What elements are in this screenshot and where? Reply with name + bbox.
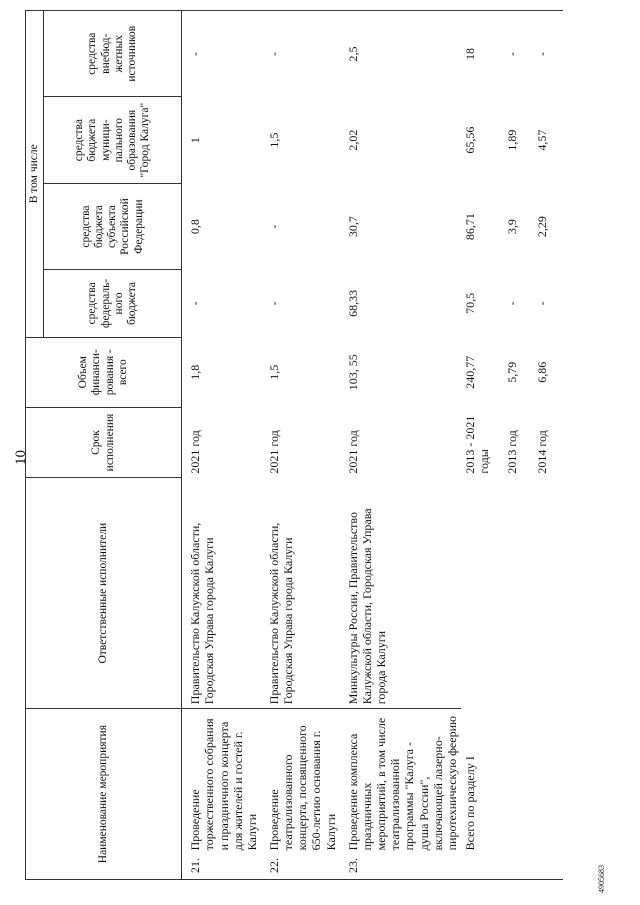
totals-municipal: 1,89 <box>505 129 520 151</box>
totals-term: 2014 год <box>535 430 550 474</box>
row-subject: - <box>267 224 281 229</box>
row-name: Проведение торжественного собрания и праздничного концерта для жителей и гостей г. Калуги <box>182 709 261 855</box>
row-executors: Правительство Калужской области, Городская Управа города Калуги <box>267 522 296 705</box>
table-row <box>340 11 461 880</box>
totals-total: 5,79 <box>505 361 520 383</box>
row-number: 23. <box>340 854 461 879</box>
row-term: 2021 год <box>345 430 360 474</box>
header-in-that-number: В том числе <box>26 11 44 338</box>
header-municipal: средства бюджета муници- пального образования "Город Калуга" <box>44 97 182 183</box>
row-subject: 30,7 <box>345 216 360 238</box>
header-executors: Ответственные исполнители <box>26 478 182 709</box>
header-federal: средства федераль- ного бюджета <box>44 270 182 337</box>
row-term: 2021 год <box>188 430 203 474</box>
totals-municipal: 4,57 <box>535 129 550 151</box>
header-term: Срок исполнения <box>26 407 182 477</box>
totals-row <box>461 11 503 880</box>
row-number: 21. <box>182 854 261 879</box>
totals-offbudget: 18 <box>461 11 503 97</box>
totals-municipal: 65,56 <box>463 126 478 154</box>
row-municipal: 1,5 <box>267 132 281 148</box>
row-municipal: 2,02 <box>345 129 360 151</box>
row-offbudget: - <box>182 11 261 97</box>
totals-row <box>533 11 563 880</box>
totals-row <box>503 11 533 880</box>
table-row <box>182 11 261 880</box>
row-total: 1,5 <box>267 364 281 380</box>
row-number: 22. <box>261 854 340 879</box>
totals-subject: 86,71 <box>463 213 478 241</box>
row-subject: 0,8 <box>188 219 203 235</box>
totals-federal: 70,5 <box>463 292 478 314</box>
totals-offbudget: - <box>503 11 533 97</box>
header-offbudget: средства внебюд- жетных источников <box>44 11 182 97</box>
header-subject: средства бюджета субъекта Российской Федерации <box>44 183 182 269</box>
totals-federal: - <box>535 301 550 306</box>
funding-table <box>25 10 563 880</box>
row-federal: - <box>188 301 203 306</box>
section-total-label: Всего по разделу I <box>463 756 478 851</box>
row-executors: Минкультуры России, Правительство Калужской области, Городская Управа города Калуги <box>345 508 389 705</box>
row-offbudget: 2,5 <box>340 11 461 97</box>
row-name: Проведение комплекса праздничных мероприятий, в том числе театрализованной программы "Калуга - душа России", включающей лазерно-пиротехническую феерию <box>340 709 461 855</box>
table-row <box>261 11 340 880</box>
totals-offbudget: - <box>533 11 563 97</box>
row-term: 2021 год <box>267 430 281 474</box>
header-name: Наименование мероприятия <box>26 709 182 880</box>
totals-subject: 3,9 <box>505 219 520 235</box>
totals-term: 2013 - 2021 годы <box>463 415 492 474</box>
totals-term: 2013 год <box>505 430 520 474</box>
row-municipal: 1 <box>188 137 203 144</box>
header-volume: Объем финанси- рования - всего <box>26 337 182 407</box>
totals-total: 6,86 <box>535 361 550 383</box>
row-federal: 68,33 <box>345 289 360 317</box>
row-total: 103, 55 <box>345 354 360 391</box>
page-number: 10 <box>13 450 29 465</box>
header-row-1 <box>26 11 44 880</box>
row-offbudget: - <box>261 11 340 97</box>
row-name: Проведение театрализованного концерта, посвященного 650-летию основания г. Калуги <box>261 709 340 855</box>
totals-total: 240,77 <box>463 355 478 389</box>
totals-subject: 2,29 <box>535 216 550 238</box>
rotated-page <box>13 0 640 893</box>
document-code: 4905683 <box>597 865 606 893</box>
totals-federal: - <box>505 301 520 306</box>
row-federal: - <box>267 301 281 306</box>
row-total: 1,8 <box>188 364 203 380</box>
row-executors: Правительство Калужской области, Городская Управа города Калуги <box>188 522 217 705</box>
